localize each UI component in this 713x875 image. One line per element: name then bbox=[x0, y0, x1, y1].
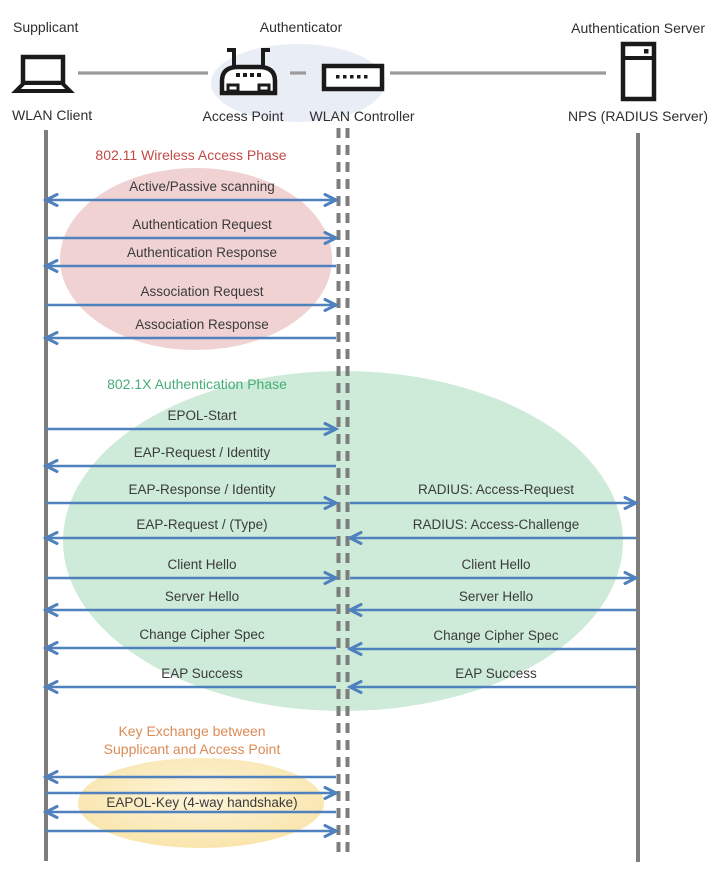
phase-title-key-exchange bbox=[104, 722, 281, 758]
device-wlan-controller-label: WLAN Controller bbox=[309, 108, 415, 124]
message-label-association-request: Association Request bbox=[140, 284, 264, 299]
message-label-eap-success: EAP Success bbox=[455, 666, 537, 681]
message-label-radius-access-request: RADIUS: Access-Request bbox=[417, 482, 575, 497]
message-label-eap-success: EAP Success bbox=[161, 666, 243, 681]
role-supplicant-label: Supplicant bbox=[13, 19, 79, 35]
message-label-change-cipher-spec: Change Cipher Spec bbox=[433, 628, 559, 643]
role-authentication-server-label: Authentication Server bbox=[571, 20, 705, 36]
message-label-eap-request-type: EAP-Request / (Type) bbox=[136, 517, 268, 532]
message-label-client-hello: Client Hello bbox=[167, 557, 237, 572]
phase-title-key-exchange-line2: Supplicant and Access Point bbox=[103, 741, 281, 757]
device-nps-label: NPS (RADIUS Server) bbox=[567, 108, 709, 124]
phase-title-80211-wireless-access: 802.11 Wireless Access Phase bbox=[95, 147, 287, 163]
server-icon bbox=[623, 44, 654, 99]
message-label-authentication-response: Authentication Response bbox=[126, 245, 278, 260]
phase-title-8021x-authentication: 802.1X Authentication Phase bbox=[107, 376, 287, 392]
message-label-change-cipher-spec: Change Cipher Spec bbox=[139, 627, 265, 642]
wlan-controller-icon bbox=[324, 66, 382, 89]
laptop-icon bbox=[16, 57, 70, 91]
message-label-epol-start: EPOL-Start bbox=[167, 408, 237, 423]
role-authenticator-label: Authenticator bbox=[259, 19, 343, 35]
message-label-eap-request-identity: EAP-Request / Identity bbox=[133, 445, 271, 460]
message-label-authentication-request: Authentication Request bbox=[132, 217, 272, 232]
device-wlan-client-label: WLAN Client bbox=[12, 107, 93, 123]
device-access-point-label: Access Point bbox=[202, 108, 284, 124]
message-label-server-hello: Server Hello bbox=[164, 589, 240, 604]
message-label-server-hello: Server Hello bbox=[458, 589, 534, 604]
message-label-eap-response-identity: EAP-Response / Identity bbox=[128, 482, 276, 497]
message-label-eapol-key-4-way-handshake: EAPOL-Key (4-way handshake) bbox=[106, 795, 298, 810]
message-label-client-hello: Client Hello bbox=[461, 557, 531, 572]
message-label-association-response: Association Response bbox=[135, 317, 269, 332]
phase-title-key-exchange-line1: Key Exchange between bbox=[118, 723, 266, 739]
message-label-radius-access-challenge: RADIUS: Access-Challenge bbox=[412, 517, 580, 532]
message-label-active-passive-scanning: Active/Passive scanning bbox=[129, 179, 275, 194]
authentication-phase-ellipse bbox=[63, 371, 623, 711]
